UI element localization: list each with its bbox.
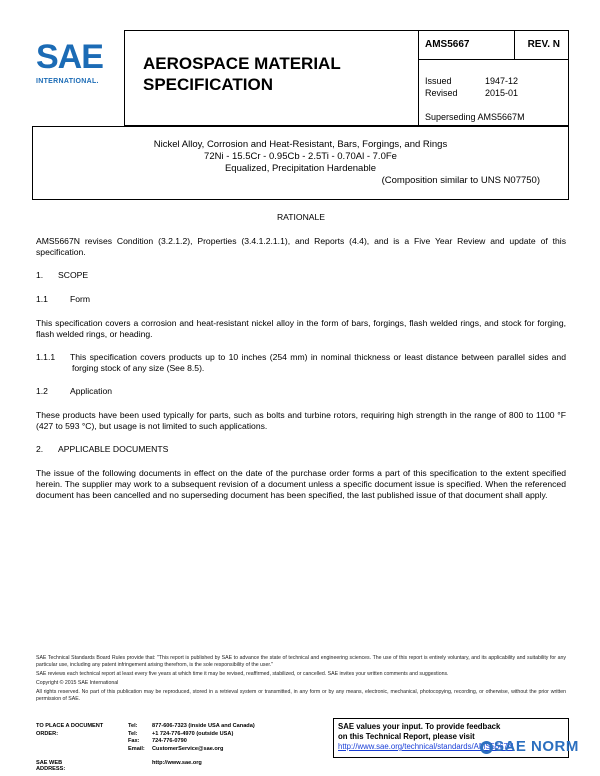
title-box <box>124 30 418 126</box>
revised-row <box>425 87 518 99</box>
policy-text: SAE Technical Standards Board Rules provide that: "This report is published by SAE to advance the state of technical and engineering sciences. The use of this report is entirely voluntary, and its applicability and suitability for any particular use, including any patent infringement arising therefrom, is the sole responsibility of the user." <box>36 655 566 668</box>
review-text: SAE reviews each technical report at least every five years at which time it may be revised, reaffirmed, stabilized, or cancelled. SAE invites your written comments and suggestions. <box>36 671 449 677</box>
section-title: APPLICABLE DOCUMENTS <box>58 444 169 454</box>
feedback-line-2: on this Technical Report, please visit <box>338 732 475 741</box>
section-1-2-heading <box>36 386 566 397</box>
doc-number: AMS5667 <box>425 39 470 50</box>
order-label: TO PLACE A DOCUMENT ORDER: <box>36 723 104 737</box>
issued-value: 1947-12 <box>485 76 519 86</box>
logo-subtitle: INTERNATIONAL. <box>36 78 99 85</box>
section-2-heading <box>36 444 566 455</box>
web-address-label: SAE WEB ADDRESS: <box>36 760 66 772</box>
subtitle-line-1: Nickel Alloy, Corrosion and Heat-Resistant, Bars, Forgings, and Rings <box>153 139 448 150</box>
section-number: 1.1 <box>36 294 48 304</box>
section-title: SCOPE <box>58 270 89 280</box>
email-label: Email: <box>128 745 145 752</box>
revision-label: REV. N <box>527 39 560 50</box>
legal-footer <box>36 655 566 705</box>
rights-text: All rights reserved. No part of this publication may be reproduced, stored in a retrieval system or transmitted, in any form or by any means, electronic, mechanical, photocopying, recording, or otherwise, without the prior written permission of SAE. <box>36 689 566 702</box>
tel-label: Tel: <box>128 723 138 729</box>
feedback-link[interactable]: http://www.sae.org/technical/standards/AMS5667N <box>338 742 514 751</box>
order-contact-labels <box>128 723 150 753</box>
doc-number-row <box>419 31 568 60</box>
section-title: Application <box>70 386 113 396</box>
superseding-note: Superseding AMS5667M <box>425 112 525 122</box>
sae-logo <box>32 40 112 100</box>
section-number: 1.1.1 <box>36 352 56 362</box>
document-header <box>32 30 569 126</box>
revised-value: 2015-01 <box>485 88 519 98</box>
section-1-heading <box>36 270 566 281</box>
copyright-text: Copyright © 2015 SAE International <box>36 680 119 686</box>
web-address-link[interactable]: http://www.sae.org <box>152 760 202 766</box>
logo-wordmark: SAE <box>36 38 103 76</box>
tel2-label: Tel: <box>128 730 138 737</box>
rationale-text: AMS5667N revises Condition (3.2.1.2), Properties (3.4.1.2.1.1), and Reports (4.4), and is a Five Year Review and update of this specification. <box>36 236 566 257</box>
revised-label: Revised <box>425 88 458 98</box>
section-1-1-heading <box>36 294 566 305</box>
document-title <box>143 53 341 95</box>
tel-value: 877-606-7323 (inside USA and Canada) <box>152 723 255 729</box>
watermark-gear-icon <box>480 741 493 754</box>
fax-value: 724-776-0790 <box>152 738 187 744</box>
tel2-value: +1 724-776-4970 (outside USA) <box>152 730 234 737</box>
feedback-line-1: SAE values your input. To provide feedback <box>338 722 501 731</box>
section-text: This specification covers products up to 10 inches (254 mm) in nominal thickness or least distance between parallel sides and forging stock of any size (See 8.5). <box>70 352 566 373</box>
rationale-heading: RATIONALE <box>276 212 326 222</box>
watermark: SAE NORM <box>494 738 579 755</box>
document-body <box>36 212 566 513</box>
section-number: 1.2 <box>36 386 48 396</box>
rev-divider <box>514 31 515 59</box>
material-description <box>33 139 568 187</box>
section-number: 1. <box>36 270 44 280</box>
section-title: Form <box>70 294 91 304</box>
section-2-text: The issue of the following documents in effect on the date of the purchase order forms a part of this specification to the extent specified herein. The supplier may work to a subsequent revision of a document unless a specific document issue is specified. When the referenced document has been cancelled and no superseding document has been specified, the last published issue of that document shall apply. <box>36 468 566 500</box>
subtitle-line-2: 72Ni - 15.5Cr - 0.95Cb - 2.5Ti - 0.70Al - 7.0Fe <box>204 151 397 162</box>
section-1-1-1 <box>36 352 566 374</box>
issue-dates <box>425 75 518 99</box>
section-1-1-text: This specification covers a corrosion and heat-resistant nickel alloy in the form of bars, forgings, flash welded rings, and stock for forging, flash welded rings, or heading. <box>36 318 566 339</box>
fax-label: Fax: <box>128 738 140 744</box>
title-line-2: SPECIFICATION <box>143 75 274 94</box>
email-link[interactable]: CustomerService@sae.org <box>152 745 224 752</box>
subtitle-line-3: Equalized, Precipitation Hardenable <box>224 163 377 174</box>
section-1-2-text: These products have been used typically for parts, such as bolts and turbine rotors, requiring high strength in the range of 800 to 1100 °F (427 to 593 °C), but usage is not limited to such applications. <box>36 410 566 431</box>
subtitle-box <box>32 126 569 200</box>
document-meta-box <box>418 30 569 126</box>
order-contact-values <box>152 723 342 753</box>
title-line-1: AEROSPACE MATERIAL <box>143 54 341 73</box>
issued-label: Issued <box>425 76 452 86</box>
issued-row <box>425 75 518 87</box>
section-number: 2. <box>36 444 44 454</box>
subtitle-line-4: (Composition similar to UNS N07750) <box>381 175 540 186</box>
